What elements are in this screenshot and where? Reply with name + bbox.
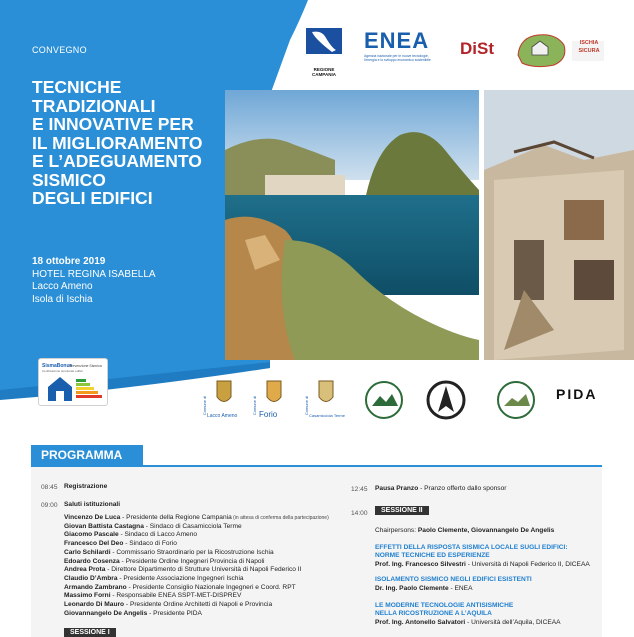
casamicciola-crest-icon	[317, 377, 335, 407]
talk-1-aff: - Università di Napoli Federico II, DICEAA	[465, 561, 590, 568]
speaker-role: - Sindaco di Forio	[123, 540, 177, 548]
talk-1-title-2: NORME TECNICHE ED ESPERIENZE	[375, 552, 490, 559]
session-2-badge: SESSIONE II	[375, 506, 429, 515]
comune-forio-name: Forio	[259, 410, 278, 419]
title-line: TECNICHE	[32, 77, 122, 97]
agenda-registrazione: Registrazione	[64, 483, 108, 490]
speaker-name: Armando Zambrano	[64, 583, 127, 591]
pausa-text: - Pranzo offerto dallo sponsor	[418, 485, 507, 492]
speaker-row	[64, 558, 344, 567]
time-pausa: 12:45	[351, 486, 368, 493]
logo-regione-campania	[302, 26, 346, 77]
speaker-name: Giacomo Pascale	[64, 531, 119, 539]
agenda-saluti: Saluti istituzionali	[64, 501, 121, 508]
speaker-role: - Presidente Consiglio Nazionale Ingegneri e Coord. RPT	[126, 583, 296, 591]
speaker-row	[64, 531, 344, 540]
dist-wordmark: DiSt	[460, 39, 494, 58]
sismabonus-subtitle2: Certificazione strutturale edifici	[42, 369, 83, 373]
talk-3-aff: - Università dell’Aquila, DICEAA	[465, 619, 561, 626]
speaker-row	[64, 601, 344, 610]
speaker-note: (in attesa di conferma della partecipazione)	[231, 515, 329, 521]
time-session-2: 14:00	[351, 510, 368, 517]
logo-pida	[556, 386, 606, 416]
speaker-name: Giovannangelo De Angelis	[64, 609, 148, 617]
speaker-role: - Sindaco di Casamicciola Terme	[143, 522, 242, 530]
ischia-sicura-label: ISCHIA SICURA	[578, 40, 600, 54]
chair-label: Chairpersons:	[375, 527, 418, 534]
event-venue: HOTEL REGINA ISABELLA	[32, 268, 156, 280]
comune-forio-prefix: Comune di	[252, 395, 258, 416]
enea-subtitle: Agenzia nazionale per le nuove tecnologie, l'energia e lo sviluppo economico sostenibile	[364, 54, 431, 62]
speaker-role: - Presidente Associazione Ingegneri Ischia	[117, 574, 244, 582]
talk-2-aff: - ENEA	[448, 585, 473, 592]
speaker-name: Carlo Schilardi	[64, 548, 111, 556]
chair-names: Paolo Clemente, Giovannangelo De Angelis	[417, 527, 555, 534]
talk-3-title-1: LE MODERNE TECNOLOGIE ANTISISMICHE	[375, 602, 514, 609]
talk-3-speaker-line	[375, 619, 561, 628]
round-seal-icon	[364, 380, 404, 420]
talk-2-speaker: Dr. Ing. Paolo Clemente	[375, 585, 449, 592]
event-date: 18 ottobre 2019	[32, 256, 106, 267]
talk-1-speaker: Prof. Ing. Francesco Silvestri	[375, 561, 466, 568]
event-kicker: CONVEGNO	[32, 45, 87, 55]
time-saluti: 09:00	[41, 502, 58, 509]
speaker-role: - Direttore Dipartimento di Strutture Università di Napoli Federico II	[105, 566, 302, 574]
event-town: Lacco Ameno	[32, 281, 93, 292]
event-island: Isola di Ischia	[32, 293, 93, 305]
association-seal-icon	[494, 380, 538, 420]
speaker-row	[64, 514, 344, 523]
ischia-landscape-photo	[225, 90, 479, 360]
comune-lacco-prefix: Comune di	[202, 395, 208, 416]
sismabonus-wordmark: SismaBonus	[42, 363, 73, 369]
talk-2-title-1: ISOLAMENTO SISMICO NEGLI EDIFICI ESISTENTI	[375, 576, 532, 583]
speaker-role: - Presidente Ordine Ingegneri Provincia di Napoli	[119, 557, 265, 565]
title-line: IL MIGLIORAMENTO	[32, 132, 203, 153]
comune-casamicciola-name: Casamicciola Terme	[309, 413, 345, 418]
speaker-row	[64, 610, 344, 619]
enea-wordmark: ENEA	[364, 28, 430, 53]
lacco-crest-icon	[215, 377, 233, 407]
speaker-name: Andrea Prota	[64, 566, 106, 574]
title-line: SISMICO	[32, 169, 106, 190]
talk-3-speaker: Prof. Ing. Antonello Salvatori	[375, 619, 466, 626]
agenda-pausa	[375, 485, 506, 494]
speaker-role: - Presidente PIDA	[147, 609, 202, 617]
talk-1-speaker-line	[375, 561, 590, 570]
session-1-badge: SESSIONE I	[64, 628, 116, 637]
speaker-role: - Presidente della Regione Campania	[120, 514, 232, 521]
speaker-name: Giovan Battista Castagna	[64, 522, 144, 530]
speaker-name: Francesco Del Deo	[64, 540, 124, 548]
speaker-name: Vincenzo De Luca	[64, 514, 121, 521]
sismabonus-subtitle: Prevenzione Sismica	[69, 363, 102, 368]
speaker-name: Massimo Forni	[64, 592, 111, 600]
speaker-row	[64, 566, 344, 575]
talk-2-speaker-line	[375, 585, 472, 594]
pausa-title: Pausa Pranzo	[375, 485, 419, 492]
chairpersons	[375, 527, 554, 536]
comune-lacco-name: Lacco Ameno	[207, 413, 238, 419]
talk-3-title-2: NELLA RICOSTRUZIONE A L’AQUILA	[375, 610, 492, 617]
title-line: TRADIZIONALI	[32, 95, 156, 116]
speaker-list	[64, 514, 344, 618]
event-details	[32, 256, 156, 306]
speaker-row	[64, 575, 344, 584]
logo-dist	[455, 34, 499, 64]
compass-seal-icon	[426, 380, 466, 420]
speaker-name: Claudio D’Ambra	[64, 574, 118, 582]
program-heading: PROGRAMMA	[31, 445, 143, 466]
speaker-row	[64, 584, 344, 593]
comune-casamicciola-prefix: Comune di	[304, 395, 310, 416]
time-registrazione: 08:45	[41, 484, 58, 491]
forio-crest-icon	[265, 377, 283, 407]
earthquake-damage-photo	[484, 90, 634, 360]
speaker-row	[64, 549, 344, 558]
logo-ischia-sicura	[514, 27, 606, 71]
title-line: E L’ADEGUAMENTO	[32, 151, 202, 171]
speaker-row	[64, 592, 344, 601]
speaker-name: Edoardo Cosenza	[64, 557, 120, 565]
pida-wordmark: PIDA	[556, 386, 598, 402]
logo-comune-casamicciola	[305, 377, 349, 427]
speaker-role: - Responsabile ENEA SSPT-MET-DISPREV	[110, 592, 242, 600]
speaker-row	[64, 540, 344, 549]
logo-comune-forio	[253, 377, 293, 427]
house-energy-icon	[40, 373, 106, 403]
speaker-role: - Commissario Straordinario per la Ricostruzione Ischia	[110, 548, 274, 556]
logo-comune-lacco	[203, 377, 243, 427]
speaker-role: - Sindaco di Lacco Ameno	[118, 531, 198, 539]
title-line: E INNOVATIVE PER	[32, 114, 194, 134]
speaker-role: - Presidente Ordine Architetti di Napoli e Provincia	[124, 601, 273, 609]
regione-label: REGIONE CAMPANIA	[312, 67, 336, 77]
talk-1-title-1: EFFETTI DELLA RISPOSTA SISMICA LOCALE SUGLI EDIFICI:	[375, 544, 568, 551]
logo-enea	[364, 30, 444, 70]
title-line: DEGLI EDIFICI	[32, 188, 153, 208]
speaker-row	[64, 523, 344, 532]
speaker-name: Leonardo Di Mauro	[64, 601, 125, 609]
logo-sismabonus	[38, 358, 108, 406]
regione-emblem-icon	[302, 26, 346, 62]
